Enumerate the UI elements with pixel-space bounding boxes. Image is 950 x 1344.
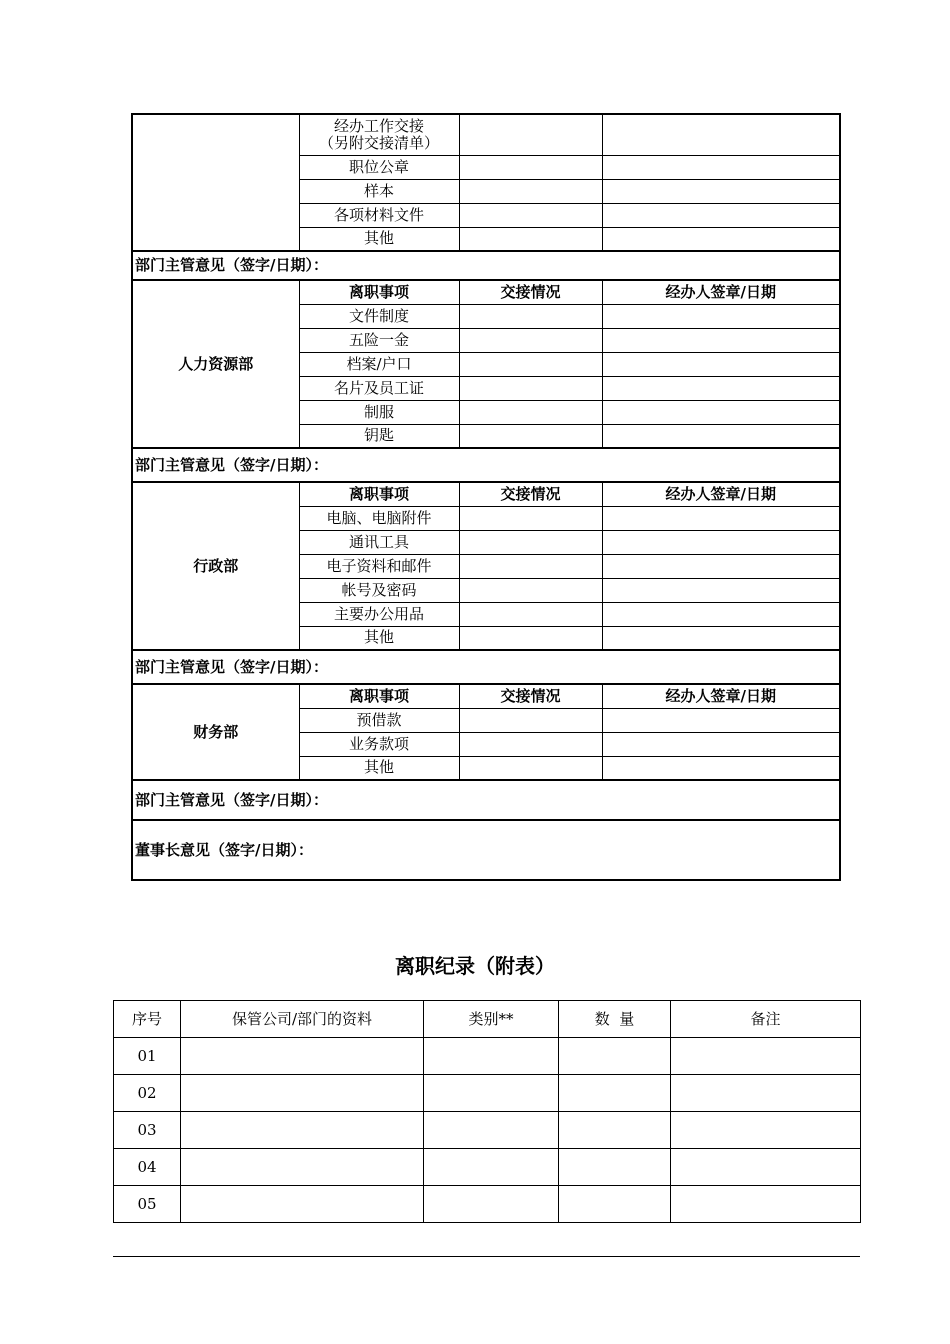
signer-cell[interactable] bbox=[602, 352, 840, 376]
status-cell[interactable] bbox=[459, 424, 602, 448]
item-cell: 其他 bbox=[299, 756, 459, 780]
col-header-signer: 经办人签章/日期 bbox=[602, 482, 840, 506]
status-cell[interactable] bbox=[459, 554, 602, 578]
material-cell[interactable] bbox=[181, 1112, 424, 1149]
status-cell[interactable] bbox=[459, 756, 602, 780]
col-header-item: 离职事项 bbox=[299, 684, 459, 708]
quantity-cell[interactable] bbox=[559, 1149, 671, 1186]
status-cell[interactable] bbox=[459, 304, 602, 328]
item-cell: 各项材料文件 bbox=[299, 203, 459, 227]
appendix-table bbox=[113, 1000, 861, 1223]
category-cell[interactable] bbox=[424, 1149, 559, 1186]
table-row bbox=[114, 1075, 861, 1112]
dept-hr: 人力资源部 bbox=[132, 280, 299, 448]
status-cell[interactable] bbox=[459, 179, 602, 203]
item-cell: 预借款 bbox=[299, 708, 459, 732]
remarks-cell[interactable] bbox=[671, 1112, 861, 1149]
category-cell[interactable] bbox=[424, 1038, 559, 1075]
status-cell[interactable] bbox=[459, 203, 602, 227]
status-cell[interactable] bbox=[459, 155, 602, 179]
item-cell: 电子资料和邮件 bbox=[299, 554, 459, 578]
material-cell[interactable] bbox=[181, 1038, 424, 1075]
table-row bbox=[114, 1112, 861, 1149]
dept-cell-continued bbox=[132, 114, 299, 251]
item-cell: 其他 bbox=[299, 227, 459, 251]
item-cell: 通讯工具 bbox=[299, 530, 459, 554]
remarks-cell[interactable] bbox=[671, 1149, 861, 1186]
appendix-header-quantity: 数 量 bbox=[559, 1001, 671, 1038]
appendix-header-category: 类别** bbox=[424, 1001, 559, 1038]
row-index: 02 bbox=[114, 1075, 181, 1112]
signer-cell[interactable] bbox=[602, 732, 840, 756]
signer-cell[interactable] bbox=[602, 376, 840, 400]
remarks-cell[interactable] bbox=[671, 1075, 861, 1112]
signer-cell[interactable] bbox=[602, 554, 840, 578]
remarks-cell[interactable] bbox=[671, 1186, 861, 1223]
status-cell[interactable] bbox=[459, 530, 602, 554]
col-header-status: 交接情况 bbox=[459, 684, 602, 708]
status-cell[interactable] bbox=[459, 328, 602, 352]
row-index: 04 bbox=[114, 1149, 181, 1186]
item-cell: 样本 bbox=[299, 179, 459, 203]
item-cell: 职位公章 bbox=[299, 155, 459, 179]
quantity-cell[interactable] bbox=[559, 1038, 671, 1075]
signer-cell[interactable] bbox=[602, 424, 840, 448]
table-row bbox=[114, 1186, 861, 1223]
signer-cell[interactable] bbox=[602, 227, 840, 251]
col-header-item: 离职事项 bbox=[299, 482, 459, 506]
item-cell: 经办工作交接 （另附交接清单） bbox=[299, 114, 459, 155]
item-cell: 钥匙 bbox=[299, 424, 459, 448]
signer-cell[interactable] bbox=[602, 179, 840, 203]
item-cell: 业务款项 bbox=[299, 732, 459, 756]
appendix-header-index: 序号 bbox=[114, 1001, 181, 1038]
material-cell[interactable] bbox=[181, 1149, 424, 1186]
status-cell[interactable] bbox=[459, 578, 602, 602]
appendix-header-material: 保管公司/部门的资料 bbox=[181, 1001, 424, 1038]
manager-opinion[interactable]: 部门主管意见（签字/日期）： bbox=[132, 448, 840, 482]
col-header-signer: 经办人签章/日期 bbox=[602, 280, 840, 304]
status-cell[interactable] bbox=[459, 506, 602, 530]
table-row bbox=[114, 1038, 861, 1075]
row-index: 03 bbox=[114, 1112, 181, 1149]
item-cell: 帐号及密码 bbox=[299, 578, 459, 602]
status-cell[interactable] bbox=[459, 352, 602, 376]
row-index: 01 bbox=[114, 1038, 181, 1075]
signer-cell[interactable] bbox=[602, 328, 840, 352]
item-cell: 电脑、电脑附件 bbox=[299, 506, 459, 530]
signer-cell[interactable] bbox=[602, 114, 840, 155]
footer-divider bbox=[113, 1256, 860, 1257]
signer-cell[interactable] bbox=[602, 756, 840, 780]
item-cell: 主要办公用品 bbox=[299, 602, 459, 626]
status-cell[interactable] bbox=[459, 708, 602, 732]
quantity-cell[interactable] bbox=[559, 1186, 671, 1223]
signer-cell[interactable] bbox=[602, 530, 840, 554]
item-cell: 五险一金 bbox=[299, 328, 459, 352]
quantity-cell[interactable] bbox=[559, 1112, 671, 1149]
dept-finance: 财务部 bbox=[132, 684, 299, 780]
item-cell: 名片及员工证 bbox=[299, 376, 459, 400]
chairman-opinion[interactable]: 董事长意见（签字/日期）： bbox=[132, 820, 840, 880]
appendix-title: 离职纪录（附表） bbox=[395, 954, 555, 978]
signer-cell[interactable] bbox=[602, 626, 840, 650]
manager-opinion[interactable]: 部门主管意见（签字/日期）： bbox=[132, 780, 840, 820]
category-cell[interactable] bbox=[424, 1075, 559, 1112]
material-cell[interactable] bbox=[181, 1186, 424, 1223]
status-cell[interactable] bbox=[459, 602, 602, 626]
col-header-item: 离职事项 bbox=[299, 280, 459, 304]
manager-opinion[interactable]: 部门主管意见（签字/日期）： bbox=[132, 650, 840, 684]
col-header-signer: 经办人签章/日期 bbox=[602, 684, 840, 708]
status-cell[interactable] bbox=[459, 732, 602, 756]
signer-cell[interactable] bbox=[602, 400, 840, 424]
signer-cell[interactable] bbox=[602, 506, 840, 530]
table-row bbox=[114, 1149, 861, 1186]
appendix-header-remarks: 备注 bbox=[671, 1001, 861, 1038]
item-cell: 其他 bbox=[299, 626, 459, 650]
signer-cell[interactable] bbox=[602, 155, 840, 179]
signer-cell[interactable] bbox=[602, 578, 840, 602]
status-cell[interactable] bbox=[459, 376, 602, 400]
manager-opinion[interactable]: 部门主管意见（签字/日期）： bbox=[132, 251, 840, 280]
category-cell[interactable] bbox=[424, 1186, 559, 1223]
signer-cell[interactable] bbox=[602, 203, 840, 227]
status-cell[interactable] bbox=[459, 626, 602, 650]
status-cell[interactable] bbox=[459, 227, 602, 251]
quantity-cell[interactable] bbox=[559, 1075, 671, 1112]
item-cell: 档案/户口 bbox=[299, 352, 459, 376]
material-cell[interactable] bbox=[181, 1075, 424, 1112]
status-cell[interactable] bbox=[459, 400, 602, 424]
item-cell: 文件制度 bbox=[299, 304, 459, 328]
signer-cell[interactable] bbox=[602, 602, 840, 626]
signer-cell[interactable] bbox=[602, 708, 840, 732]
row-index: 05 bbox=[114, 1186, 181, 1223]
item-cell: 制服 bbox=[299, 400, 459, 424]
col-header-status: 交接情况 bbox=[459, 280, 602, 304]
status-cell[interactable] bbox=[459, 114, 602, 155]
category-cell[interactable] bbox=[424, 1112, 559, 1149]
signer-cell[interactable] bbox=[602, 304, 840, 328]
remarks-cell[interactable] bbox=[671, 1038, 861, 1075]
handover-table bbox=[131, 113, 841, 881]
col-header-status: 交接情况 bbox=[459, 482, 602, 506]
dept-admin: 行政部 bbox=[132, 482, 299, 650]
